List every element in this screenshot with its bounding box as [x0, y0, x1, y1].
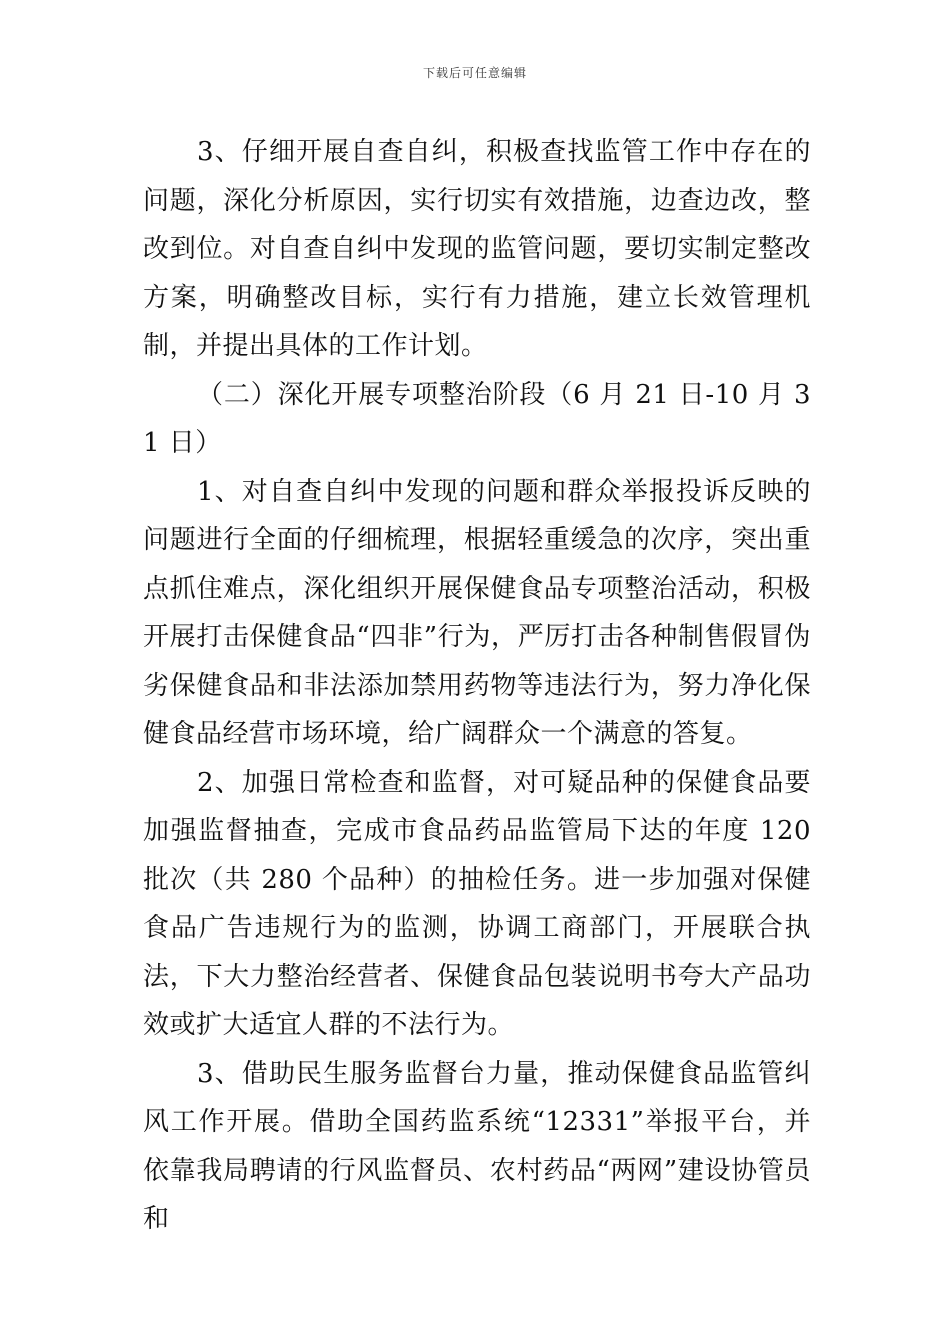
- paragraph-daily-inspection: 2、加强日常检查和监督，对可疑品种的保健食品要加强监督抽查，完成市食品药品监管局下达的年度 120 批次（共 280 个品种）的抽检任务。进一步加强对保健食品广告违规行为的监测，协调工商部门，开展联合执法，下大力整治经营者、保健食品包装说明书夸大产品功效或扩大适宜人群的不法行为。: [143, 767, 811, 1040]
- paragraph-self-inspection: 3、仔细开展自查自纠，积极查找监管工作中存在的问题，深化分析原因，实行切实有效措施，边查边改，整改到位。对自查自纠中发现的监管问题，要切实制定整改方案，明确整改目标，实行有力措施，建立长效管理机制，并提出具体的工作计划。: [143, 137, 811, 361]
- document-body: [143, 128, 811, 1244]
- paragraph-rectification-activities: 1、对自查自纠中发现的问题和群众举报投诉反映的问题进行全面的仔细梳理，根据轻重缓急的次序，突出重点抓住难点，深化组织开展保健食品专项整治活动，积极开展打击保健食品“四非”行为，严厉打击各种制售假冒伪劣保健食品和非法添加禁用药物等违法行为，努力净化保健食品经营市场环境，给广阔群众一个满意的答复。: [143, 476, 811, 749]
- paragraph-public-supervision: 3、借助民生服务监督台力量，推动保健食品监管纠风工作开展。借助全国药监系统“12331”举报平台，并依靠我局聘请的行风监督员、农村药品“两网”建设协管员和: [143, 1058, 811, 1234]
- header-note: 下载后可任意编辑: [422, 66, 527, 80]
- section-heading-special-rectification: （二）深化开展专项整治阶段（6 月 21 日-10 月 31 日）: [143, 379, 811, 458]
